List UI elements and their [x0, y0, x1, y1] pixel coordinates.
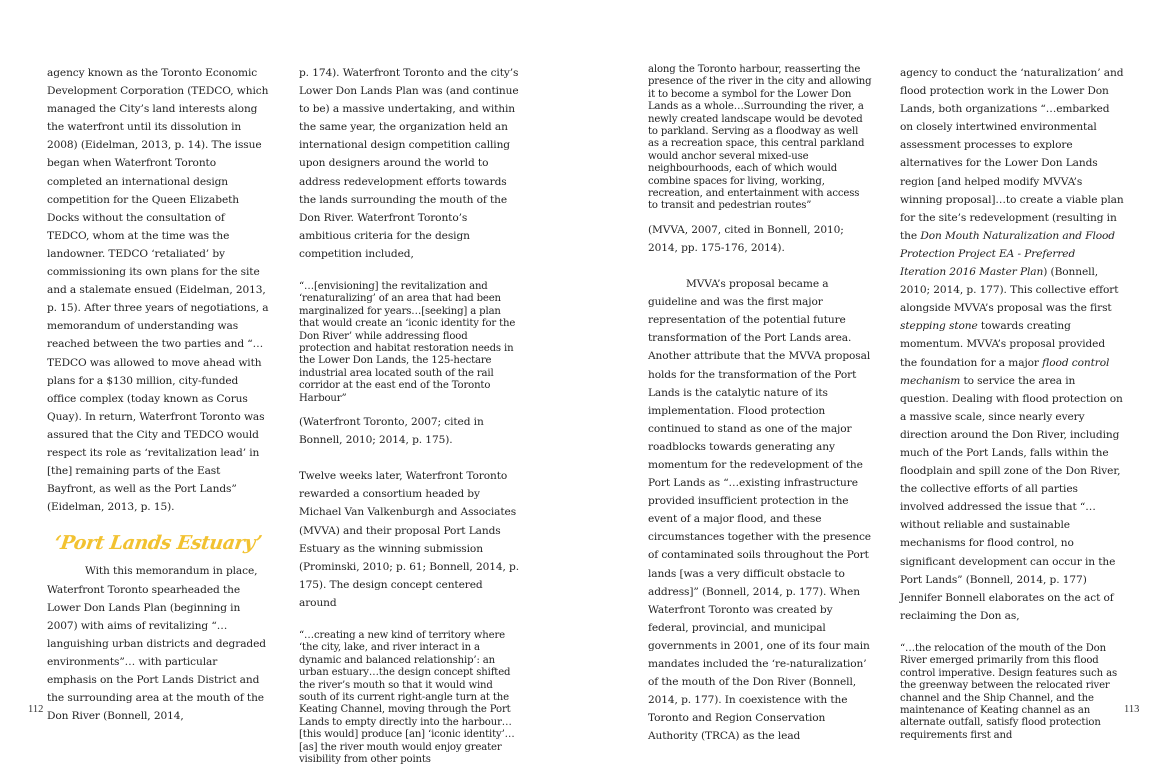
column-1 — [47, 64, 269, 723]
body-paragraph: Twelve weeks later, Waterfront Toronto rewarded a consortium headed by Michael Van Valkenburgh and Associates (MVVA) and their proposal Port Lands Estuary as the winning submission (Prominski, 2010; p. 61; Bonnell, 2014, p. 175). The design concept centered around — [299, 470, 520, 609]
body-paragraph: MVVA’s proposal became a guideline and was the first major representation of the potential future transformation of the Port Lands area. Another attribute that the MVVA proposal holds for the transformation of the Port Lands is the catalytic nature of its implementation. Flood protection continued to stand as one of the major roadblocks towards generating any momentum for the redevelopment of the Port Lands as “…existing infrastructure provided insufficient protection in the event of a major flood, and these circumstances together with the presence of contaminated soils throughout the Port lands [was a very difficult obstacle to address]” (Bonnell, 2014, p. 177). When Waterfront Toronto was created by federal, provincial, and municipal governments in 2001, one of its four main mandates included the ‘re-naturalization’ of the mouth of the Don River (Bonnell, 2014, p. 177). In coexistence with the Toronto and Region Conservation Authority (TRCA) as the lead — [648, 278, 871, 743]
emphasis-text: stepping stone — [900, 320, 978, 333]
column-2 — [299, 64, 521, 766]
page-number-left: 112 — [28, 704, 44, 715]
quote-citation: (MVVA, 2007, cited in Bonnell, 2010; 2014, pp. 175-176, 2014). — [648, 223, 844, 254]
column-3 — [648, 64, 872, 743]
emphasis-text: flood control mechanism — [900, 356, 1110, 387]
body-paragraph: agency known as the Toronto Economic Development Corporation (TEDCO, which managed the City’s land interests along the waterfront until its dissolution in 2008) (Eidelman, 2013, p. 14). The issue began when Waterfront Toronto completed an international design competition for the Queen Elizabeth Docks without the consultation of TEDCO, whom at the time was the landowner. TEDCO ‘retaliated’ by commissioning its own plans for the site and a stalemate ensued (Eidelman, 2013, p. 15). After three years of negotiations, a memorandum of understanding was reached between the two parties and “…TEDCO was allowed to move ahead with plans for a $130 million, city-funded office complex (today known as Corus Quay). In return, Waterfront Toronto was assured that the City and TEDCO would respect its role as ‘revitalization lead’ in [the] remaining parts of the East Bayfront, as well as the Port Lands” (Eidelman, 2013, p. 15). — [47, 67, 269, 514]
block-quote: “…creating a new kind of territory where ‘the city, lake, and river interact in a dynamic and balanced relationship’: an urban estuary…the design concept shifted the river’s mouth so that it would wind south of its current right-angle turn at the Keating Channel, moving through the Port Lands to empty directly into the harbour…[this would] produce [an] ‘iconic identity’…[as] the river mouth would enjoy greater visibility from other points — [299, 630, 515, 766]
block-quote: “…the relocation of the mouth of the Don River emerged primarily from this flood control imperative. Design features such as the greenway between the relocated river channel and the Ship Channel, and the maintenance of Keating channel as an alternate outfall, satisfy flood protection requirements first and — [900, 642, 1117, 741]
body-paragraph — [900, 64, 1124, 625]
page-number-right: 113 — [1124, 704, 1140, 715]
block-quote: “…[envisioning] the revitalization and ‘renaturalizing’ of an area that had been marginalized for years…[seeking] a plan that would create an ‘iconic identity for the Don River’ while addressing flood protection and habitat restoration needs in the Lower Don Lands, the 125-hectare industrial area located south of the rail corridor at the east end of the Toronto Harbour” — [299, 281, 516, 404]
text-run: ) (Bonnell, 2010; 2014, p. 177). This collective effort alongside MVVA’s proposal was the first — [900, 266, 1119, 315]
text-run: to service the area in question. Dealing with flood protection on a massive scale, since nearly every direction around the Don River, including much of the Port Lands, falls within the floodplain and spill zone of the Don River, the collective efforts of all parties involved addressed the issue that “…without reliable and sustainable mechanisms for flood control, no significant development can occur in the Port Lands” (Bonnell, 2014, p. 177) Jennifer Bonnell elaborates on the act of reclaiming the Don as, — [900, 374, 1123, 622]
text-run: towards creating momentum. MVVA’s proposal provided the foundation for a major — [900, 320, 1106, 369]
block-quote: along the Toronto harbour, reasserting the presence of the river in the city and allowing it to become a symbol for the Lower Don Lands as a whole…Surrounding the river, a newly created landscape would be devoted to parkland. Serving as a floodway as well as a recreation space, this central parkland would anchor several mixed-use neighbourhoods, each of which would combine spaces for living, working, recreation, and entertainment with access to transit and pedestrian routes” — [648, 64, 872, 212]
quote-citation: (Waterfront Toronto, 2007; cited in Bonnell, 2010; 2014, p. 175). — [299, 416, 484, 447]
column-4 — [900, 64, 1124, 741]
body-paragraph: With this memorandum in place, Waterfront Toronto spearheaded the Lower Don Lands Plan (beginning in 2007) with aims of revitalizing “…languishing urban districts and degraded environments”… with particular emphasis on the Port Lands District and the surrounding area at the mouth of the Don River (Bonnell, 2014, — [47, 565, 266, 723]
body-paragraph: p. 174). Waterfront Toronto and the city’s Lower Don Lands Plan was (and continue to be) a massive undertaking, and within the same year, the organization held an international design competition calling upon designers around the world to address redevelopment efforts towards the lands surrounding the mouth of the Don River. Waterfront Toronto’s ambitious criteria for the design competition included, — [299, 67, 519, 260]
emphasis-text: Don Mouth Naturalization and Flood Protection Project EA - Preferred Iteration 2016 Master Plan — [900, 229, 1115, 279]
section-heading: ‘Port Lands Estuary’ — [52, 532, 264, 555]
text-run: agency to conduct the ‘naturalization’ and flood protection work in the Lower Don Lands, both organizations “…embarked on closely intertwined environmental assessment processes to explore alternatives for the Lower Don Lands region [and helped modify MVVA’s winning proposal]…to create a viable plan for the site’s redevelopment (resulting in the — [900, 67, 1124, 242]
